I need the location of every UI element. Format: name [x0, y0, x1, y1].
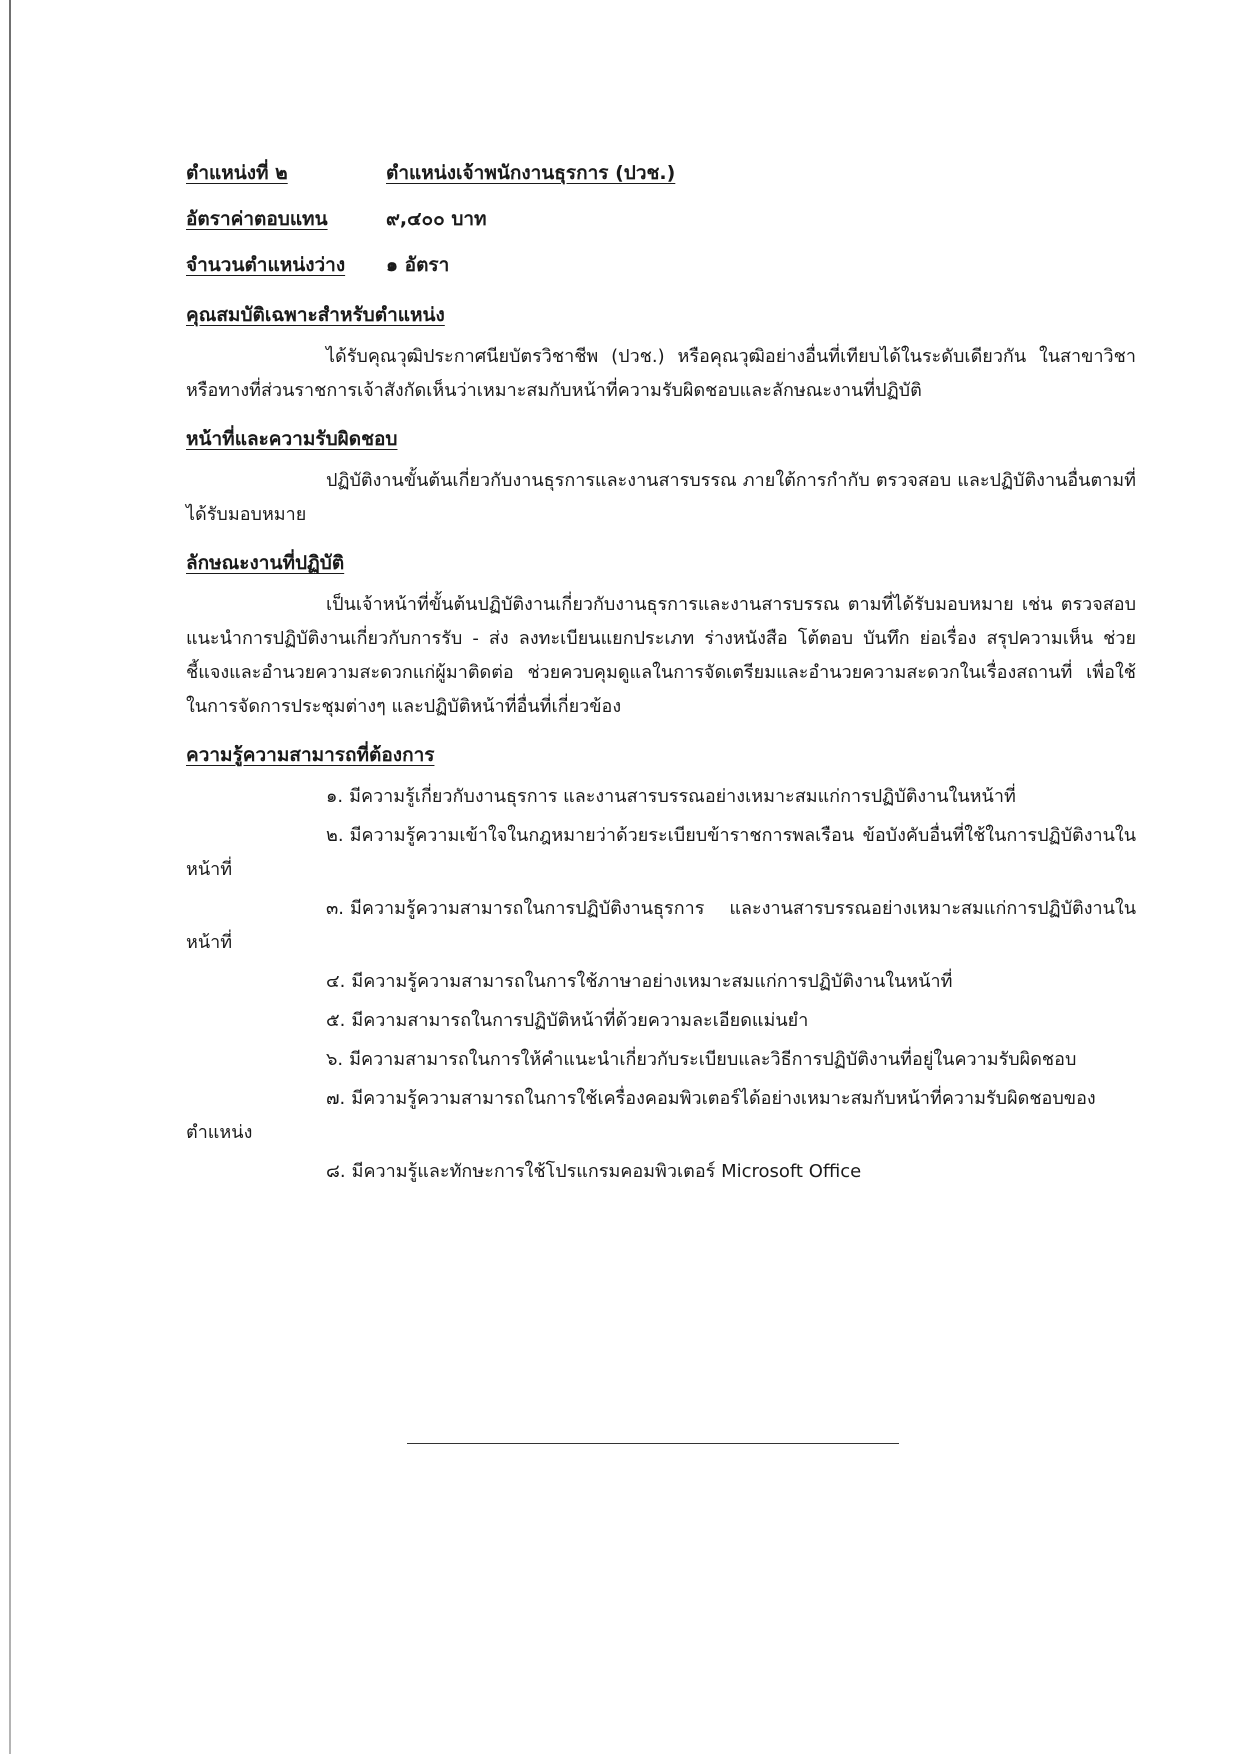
salary-row [186, 202, 1136, 248]
list-item-text: มีความรู้เกี่ยวกับงานธุรการ และงานสารบรรณอย่างเหมาะสมแก่การปฏิบัติงานในหน้าที่ [349, 786, 1016, 807]
vacancies-value: ๑ อัตรา [386, 254, 450, 276]
qualifications-heading: คุณสมบัติเฉพาะสำหรับตำแหน่ง [186, 304, 445, 326]
list-item [186, 965, 1136, 999]
list-item-number: ๒. [326, 825, 344, 846]
knowledge-heading: ความรู้ความสามารถที่ต้องการ [186, 744, 435, 766]
list-item-number: ๕. [326, 1010, 346, 1031]
list-item-number: ๘. [326, 1161, 346, 1182]
vacancies-row [186, 248, 1136, 294]
list-item-text: มีความสามารถในการปฏิบัติหน้าที่ด้วยความละเอียดแม่นยำ [351, 1010, 809, 1031]
list-item [186, 1082, 1136, 1150]
list-item-text: มีความสามารถในการให้คำแนะนำเกี่ยวกับระเบียบและวิธีการปฏิบัติงานที่อยู่ในความรับผิดชอบ [349, 1049, 1077, 1070]
list-item-text: มีความรู้ความสามารถในการใช้ภาษาอย่างเหมาะสมแก่การปฏิบัติงานในหน้าที่ [351, 971, 953, 992]
duties-heading: หน้าที่และความรับผิดชอบ [186, 428, 398, 450]
list-item-text: มีความรู้ความสามารถในการใช้เครื่องคอมพิวเตอร์ได้อย่างเหมาะสมกับหน้าที่ความรับผิดชอบของตำแหน่ง [186, 1088, 1096, 1143]
vacancies-label: จำนวนตำแหน่งว่าง [186, 254, 346, 276]
list-item-number: ๔. [326, 971, 346, 992]
list-item-number: ๖. [326, 1049, 344, 1070]
list-item-text: มีความรู้ความเข้าใจในกฎหมายว่าด้วยระเบียบข้าราชการพลเรือน ข้อบังคับอื่นที่ใช้ในการปฏิบัติงานในหน้าที่ [186, 825, 1136, 880]
scan-edge-line [9, 0, 11, 1754]
list-item [186, 892, 1136, 960]
list-item-text: มีความรู้ความสามารถในการปฏิบัติงานธุรการ และงานสารบรรณอย่างเหมาะสมแก่การปฏิบัติงานในหน้าที่ [186, 898, 1136, 953]
work-nature-heading: ลักษณะงานที่ปฏิบัติ [186, 552, 345, 574]
qualifications-text: ได้รับคุณวุฒิประกาศนียบัตรวิชาชีพ (ปวช.) หรือคุณวุฒิอย่างอื่นที่เทียบได้ในระดับเดียวกัน ในสาขาวิชาหรือทางที่ส่วนราชการเจ้าสังกัดเห็นว่าเหมาะสมกับหน้าที่ความรับผิดชอบและลักษณะงานที่ปฏิบัติ [186, 346, 1136, 401]
work-nature-text: เป็นเจ้าหน้าที่ขั้นต้นปฏิบัติงานเกี่ยวกับงานธุรการและงานสารบรรณ ตามที่ได้รับมอบหมาย เช่น ตรวจสอบ แนะนำการปฏิบัติงานเกี่ยวกับการรับ - ส่ง ลงทะเบียนแยกประเภท ร่างหนังสือ โต้ตอบ บันทึก ย่อเรื่อง สรุปความเห็น ช่วยชี้แจงและอำนวยความสะดวกแก่ผู้มาติดต่อ ช่วยควบคุมดูแลในการจัดเตรียมและอำนวยความสะดวกในเรื่องสถานที่ เพื่อใช้ในการจัดการประชุมต่างๆ และปฏิบัติหน้าที่อื่นที่เกี่ยวข้อง [186, 594, 1136, 717]
position-title: ตำแหน่งเจ้าพนักงานธุรการ (ปวช.) [386, 162, 676, 184]
list-item [186, 819, 1136, 887]
footer-divider [407, 1443, 899, 1444]
salary-value: ๙,๔๐๐ บาท [386, 208, 487, 230]
duties-text: ปฏิบัติงานขั้นต้นเกี่ยวกับงานธุรการและงานสารบรรณ ภายใต้การกำกับ ตรวจสอบ และปฏิบัติงานอื่นตามที่ได้รับมอบหมาย [186, 470, 1136, 525]
list-item-text: มีความรู้และทักษะการใช้โปรแกรมคอมพิวเตอร์ Microsoft Office [351, 1161, 862, 1182]
document-body [186, 156, 1136, 1194]
list-item-number: ๓. [326, 898, 345, 919]
list-item-number: ๗. [326, 1088, 346, 1109]
salary-label: อัตราค่าตอบแทน [186, 208, 328, 230]
position-row [186, 156, 1136, 202]
position-label: ตำแหน่งที่ ๒ [186, 162, 288, 184]
knowledge-list [186, 780, 1136, 1189]
list-item [186, 1004, 1136, 1038]
list-item [186, 1043, 1136, 1077]
list-item-number: ๑. [326, 786, 344, 807]
list-item [186, 1155, 1136, 1189]
list-item [186, 780, 1136, 814]
